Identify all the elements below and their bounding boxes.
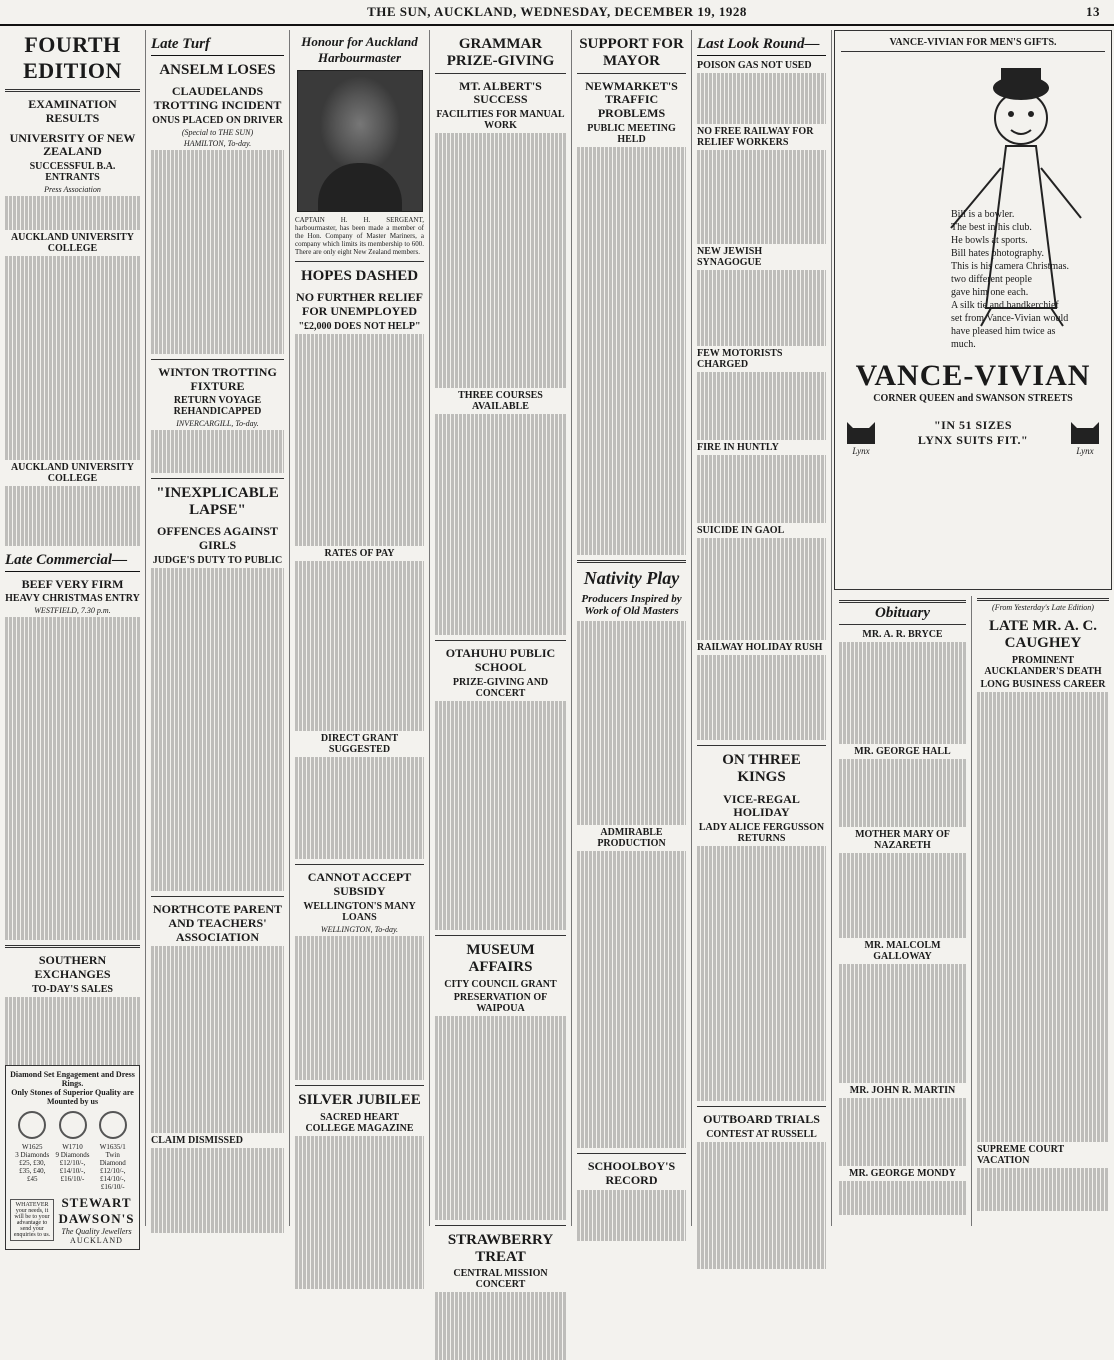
article-text <box>295 1136 424 1289</box>
article-text <box>435 1016 566 1220</box>
prize-concert-subheading: PRIZE-GIVING AND CONCERT <box>452 676 549 699</box>
lady-alice-subheading: LADY ALICE FERGUSSON RETURNS <box>698 822 825 845</box>
nativity-heading: Nativity Play <box>583 567 680 588</box>
column-2 <box>146 30 290 1226</box>
beef-heading: BEEF VERY FIRM <box>21 576 124 591</box>
divider <box>5 945 140 948</box>
obituary-entry: MR. GEORGE HALL <box>854 746 951 757</box>
article-text <box>295 757 424 859</box>
vice-regal-heading: VICE-REGAL HOLIDAY <box>723 791 800 820</box>
article-text <box>295 936 424 1081</box>
article-text <box>577 1190 686 1241</box>
article-text <box>697 270 826 347</box>
otahuhu-heading: OTAHUHU PUBLIC SCHOOL <box>445 646 556 674</box>
article-text <box>697 73 826 124</box>
todays-sales-subheading: TO-DAY'S SALES <box>32 984 113 996</box>
vance-poem: Bill is a bowler. The best in his club. He bowls at sports. Bill hates photography. This is his camera Christmas. two different people gave him one each. A silk tie and handkerchief set from Vance-Vivian would have pleased him twice as much. <box>951 209 1070 350</box>
lynx-slogan: "IN 51 SIZES LYNX SUITS FIT." <box>917 418 1029 447</box>
ring-item: W1710 9 Diamonds £12/10/-, £14/10/-, £16/10/- <box>54 1109 92 1183</box>
wellington-dateline: WELLINGTON, To-day. <box>320 924 399 934</box>
claim-dismissed-heading: CLAIM DISMISSED <box>151 1135 243 1147</box>
press-association: Press Association <box>44 185 101 195</box>
article-text <box>697 538 826 640</box>
direct-grant-heading: DIRECT GRANT SUGGESTED <box>320 733 399 756</box>
cannot-accept-heading: CANNOT ACCEPT SUBSIDY <box>307 870 412 899</box>
article-text <box>977 1168 1109 1211</box>
schoolboys-heading: SCHOOLBOY'S RECORD <box>587 1159 676 1188</box>
museum-heading: MUSEUM AFFAIRS <box>466 942 535 976</box>
suicide-heading: SUICIDE IN GAOL <box>697 525 785 536</box>
article-text <box>435 701 566 931</box>
caughey-subheading: PROMINENT AUCKLANDER'S DEATH <box>984 654 1102 677</box>
article-text <box>151 568 284 891</box>
column-4 <box>430 30 572 1291</box>
article-text <box>697 1142 826 1270</box>
ring-icon <box>18 1111 46 1139</box>
heavy-entry-subheading: HEAVY CHRISTMAS ENTRY <box>5 593 140 605</box>
hopes-dashed-heading: HOPES DASHED <box>300 268 419 284</box>
column-1 <box>0 30 146 1246</box>
strawberry-heading: STRAWBERRY TREAT <box>447 1231 554 1265</box>
article-text <box>977 692 1109 1143</box>
article-text <box>839 1098 966 1166</box>
article-text <box>435 133 566 388</box>
wellington-loans-subheading: WELLINGTON'S MANY LOANS <box>303 900 416 923</box>
article-text <box>151 1148 284 1233</box>
winton-heading: WINTON TROTTING FIXTURE <box>158 364 277 393</box>
supreme-court-heading: SUPREME COURT VACATION <box>977 1144 1064 1166</box>
silver-jubilee-heading: SILVER JUBILEE <box>298 1092 421 1109</box>
rates-heading: RATES OF PAY <box>324 548 395 560</box>
offences-heading: OFFENCES AGAINST GIRLS <box>156 524 279 553</box>
vance-brand: VANCE-VIVIAN <box>855 359 1091 392</box>
article-text <box>435 414 566 635</box>
hamilton-dateline: HAMILTON, To-day. <box>183 138 252 148</box>
grammar-heading: GRAMMAR PRIZE-GIVING <box>435 36 566 74</box>
ring-item: W1635/1 Twin Diamond £12/10/-, £14/10/-, £16/10/- <box>94 1109 132 1191</box>
jewel-subheading: Only Stones of Superior Quality are Mounted by us <box>11 1088 134 1107</box>
article-text <box>697 455 826 523</box>
stewart-dawson-ad <box>5 1065 140 1250</box>
outboard-heading: OUTBOARD TRIALS <box>703 1112 820 1127</box>
vance-vivian-ad <box>834 30 1112 590</box>
sacred-heart-subheading: SACRED HEART COLLEGE MAGAZINE <box>305 1111 414 1134</box>
whatever-note: WHATEVER your needs, it will be to your advantage to send your enquiries to us. <box>10 1199 54 1241</box>
article-text <box>435 1292 566 1360</box>
ring-icon <box>59 1111 87 1139</box>
fire-heading: FIRE IN HUNTLY <box>697 442 779 453</box>
no-further-relief-heading: NO FURTHER RELIEF FOR UNEMPLOYED <box>296 290 423 319</box>
westfield-dateline: WESTFIELD, 7.30 p.m. <box>34 606 111 616</box>
caughey-heading: LATE MR. A. C. CAUGHEY <box>988 618 1098 652</box>
motorists-heading: FEW MOTORISTS CHARGED <box>697 348 783 370</box>
public-meeting-subheading: PUBLIC MEETING HELD <box>587 122 676 145</box>
photo-caption: CAPTAIN H. H. SERGEANT, harbourmaster, has been made a member of the Hon. Company of Master Mariners, a company which limits its membership to 600. There are only eight New Zealand members. <box>295 216 424 256</box>
article-text <box>697 846 826 1101</box>
anselm-heading: ANSELM LOSES <box>159 62 276 78</box>
stewart-dawson-logo: STEWART DAWSON'S The Quality Jewellers AUCKLAND <box>58 1195 135 1246</box>
article-text <box>839 853 966 938</box>
jewel-heading: Diamond Set Engagement and Dress Rings. <box>10 1070 135 1089</box>
article-text <box>5 617 140 940</box>
three-kings-heading: ON THREE KINGS <box>722 752 801 786</box>
from-yesterday: (From Yesterday's Late Edition) <box>977 598 1109 612</box>
claudelands-heading: CLAUDELANDS TROTTING INCIDENT <box>153 84 282 113</box>
inexplicable-heading: "INEXPLICABLE LAPSE" <box>156 484 279 519</box>
column-3 <box>290 30 430 1226</box>
central-mission-subheading: CENTRAL MISSION CONCERT <box>453 1268 548 1291</box>
late-commercial-kicker: Late Commercial— <box>5 552 140 572</box>
lynx-row <box>841 410 1105 456</box>
column-6 <box>692 30 832 1226</box>
article-text <box>5 196 140 230</box>
onus-subheading: ONUS PLACED ON DRIVER <box>152 114 283 126</box>
return-voyage-subheading: RETURN VOYAGE REHANDICAPPED <box>173 395 262 418</box>
ring-item: W1625 3 Diamonds £25, £30, £35, £40, £45 <box>13 1109 51 1183</box>
auckland-college-heading: AUCKLAND UNIVERSITY COLLEGE <box>10 232 135 255</box>
long-career-subheading: LONG BUSINESS CAREER <box>980 678 1106 690</box>
three-courses-heading: THREE COURSES AVAILABLE <box>458 390 543 413</box>
university-heading: UNIVERSITY OF NEW ZEALAND <box>9 130 136 159</box>
caughey-column <box>972 596 1114 1226</box>
not-help-subheading: "£2,000 DOES NOT HELP" <box>298 320 421 332</box>
article-text <box>577 147 686 555</box>
article-text <box>295 561 424 731</box>
obituary-entry: MR. MALCOLM GALLOWAY <box>864 940 941 962</box>
auckland-college-heading-2: AUCKLAND UNIVERSITY COLLEGE <box>10 462 135 485</box>
article-text <box>697 372 826 440</box>
last-look-kicker: Last Look Round— <box>697 36 826 56</box>
article-text <box>577 621 686 825</box>
vance-ad-title: VANCE-VIVIAN FOR MEN'S GIFTS. <box>841 37 1105 52</box>
article-text <box>577 851 686 1149</box>
obituary-entry: MR. A. R. BRYCE <box>862 629 943 640</box>
waipoua-subheading: PRESERVATION OF WAIPOUA <box>453 991 548 1014</box>
divider <box>5 89 140 92</box>
honour-heading: Honour for Auckland Harbourmaster <box>301 34 418 65</box>
support-mayor-heading: SUPPORT FOR MAYOR <box>577 36 686 74</box>
northcote-heading: NORTHCOTE PARENT AND TEACHERS' ASSOCIATION <box>152 902 283 944</box>
article-text <box>839 964 966 1083</box>
railway-holiday-heading: RAILWAY HOLIDAY RUSH <box>697 642 823 653</box>
ring-row <box>10 1109 135 1191</box>
article-text <box>839 759 966 827</box>
obituary-entry: MR. GEORGE MONDY <box>849 1168 956 1179</box>
judges-duty-subheading: JUDGE'S DUTY TO PUBLIC <box>152 555 283 567</box>
newmarket-heading: NEWMARKET'S TRAFFIC PROBLEMS <box>585 78 678 121</box>
free-railway-heading: NO FREE RAILWAY FOR RELIEF WORKERS <box>697 126 814 148</box>
special-dateline: (Special to THE SUN) <box>181 127 254 137</box>
lynx-icon <box>1065 414 1105 446</box>
poison-gas-heading: POISON GAS NOT USED <box>697 60 812 71</box>
masthead <box>0 0 1114 26</box>
ba-entrants-subheading: SUCCESSFUL B.A. ENTRANTS <box>29 161 116 184</box>
city-council-subheading: CITY COUNCIL GRANT <box>444 978 557 990</box>
captain-sergeant-photo <box>297 70 423 212</box>
article-text <box>839 642 966 744</box>
vance-address: CORNER QUEEN and SWANSON STREETS <box>873 393 1073 404</box>
lynx-logo-left: Lynx <box>841 410 881 456</box>
article-text <box>151 150 284 354</box>
obituary-column <box>834 596 972 1226</box>
producers-subheading: Producers Inspired by Work of Old Masters <box>581 592 682 617</box>
article-text <box>5 486 140 546</box>
invercargill-dateline: INVERCARGILL, To-day. <box>176 419 259 429</box>
late-turf-kicker: Late Turf <box>151 36 284 56</box>
article-text <box>5 256 140 460</box>
mt-albert-heading: MT. ALBERT'S SUCCESS <box>459 78 542 107</box>
ad-footer <box>10 1195 135 1245</box>
article-text <box>697 655 826 740</box>
page-number: 13 <box>1086 4 1100 19</box>
article-text <box>5 997 140 1065</box>
obituary-entry: MOTHER MARY OF NAZARETH <box>855 829 950 851</box>
article-text <box>151 430 284 473</box>
lynx-logo-right: Lynx <box>1065 410 1105 456</box>
lynx-icon <box>841 414 881 446</box>
column-5 <box>572 30 692 1226</box>
obituary-heading: Obituary <box>839 600 966 625</box>
contest-subheading: CONTEST AT RUSSELL <box>706 1128 817 1140</box>
facilities-subheading: FACILITIES FOR MANUAL WORK <box>436 109 565 132</box>
edition-heading: FOURTH EDITION <box>23 32 122 83</box>
masthead-title: THE SUN, AUCKLAND, WEDNESDAY, DECEMBER 19, 1928 <box>367 4 747 19</box>
admirable-heading: ADMIRABLE PRODUCTION <box>597 826 666 849</box>
article-text <box>839 1181 966 1215</box>
article-text <box>295 334 424 547</box>
exam-heading: EXAMINATION RESULTS <box>28 97 117 125</box>
article-text <box>151 946 284 1133</box>
article-text <box>697 150 826 244</box>
synagogue-heading: NEW JEWISH SYNAGOGUE <box>697 245 763 268</box>
southern-exchanges-heading: SOUTHERN EXCHANGES <box>34 953 111 982</box>
obituary-entry: MR. JOHN R. MARTIN <box>849 1085 956 1096</box>
ring-icon <box>99 1111 127 1139</box>
